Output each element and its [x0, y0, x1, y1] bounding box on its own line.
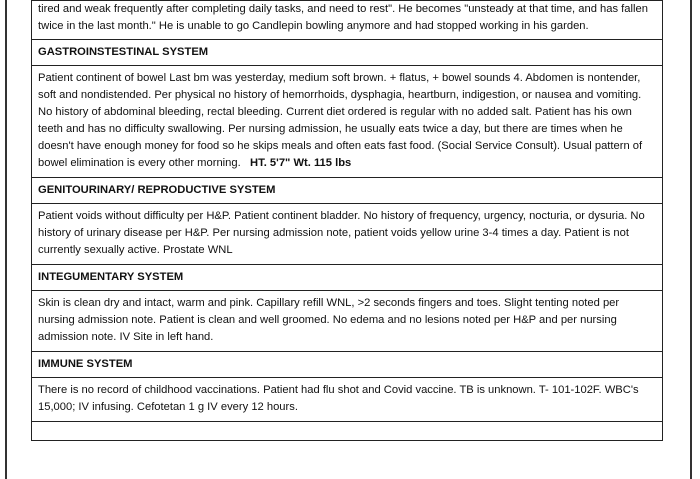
- genitourinary-body-row: [32, 204, 663, 265]
- genitourinary-body: Patient voids without difficulty per H&P. Patient continent bladder. No history of frequency, urgency, nocturia, or dysuria. No history of urinary disease per H&P. Per nursing admission note, patient voids yellow urine 3-4 times a day. Patient is not currently sexually active. Prostate WNL: [32, 204, 663, 265]
- gastrointestinal-body-row: [32, 66, 663, 178]
- integumentary-heading-row: [32, 265, 663, 291]
- left-page-border: [5, 0, 7, 479]
- immune-body-row: [32, 378, 663, 422]
- genitourinary-heading-row: [32, 178, 663, 204]
- gastrointestinal-heading: GASTROINSTESTINAL SYSTEM: [32, 40, 663, 66]
- integumentary-body: Skin is clean dry and intact, warm and pink. Capillary refill WNL, >2 seconds fingers and toes. Slight tenting noted per nursing admission note. Patient is clean and well groomed. No edema and no lesions noted per H&P and per nursing admission note. IV Site in left hand.: [32, 291, 663, 352]
- immune-body: There is no record of childhood vaccinations. Patient had flu shot and Covid vaccine. TB is unknown. T- 101-102F. WBC's 15,000; IV infusing. Cefotetan 1 g IV every 12 hours.: [32, 378, 663, 422]
- assessment-table: [31, 0, 663, 441]
- integumentary-heading: INTEGUMENTARY SYSTEM: [32, 265, 663, 291]
- gastrointestinal-text: Patient continent of bowel Last bm was yesterday, medium soft brown. + flatus, + bowel sounds 4. Abdomen is nontender, soft and nondistended. Per physical no history of hemorrhoids, dysphagia, heartburn, indigestion, or nausea and vomiting. No history of abdominal bleeding, rectal bleeding. Current diet ordered is regular with no added salt. Patient has his own teeth and has no difficulty swallowing. Per nursing admission, he usually eats twice a day, but there are times when he doesn't have enough money for food so he skips meals and often eats fast food. (Social Service Consult). Usual pattern of bowel elimination is every other morning.: [38, 72, 643, 169]
- immune-heading: IMMUNE SYSTEM: [32, 352, 663, 378]
- intro-text: tired and weak frequently after completing daily tasks, and need to rest". He becomes "unsteady at that time, and has fallen twice in the last month." He is unable to go Candlepin bowling anymore and had stopped working in his garden.: [32, 1, 663, 40]
- gastrointestinal-heading-row: [32, 40, 663, 66]
- gastrointestinal-body: [32, 66, 663, 178]
- intro-row: [32, 1, 663, 40]
- trailing-empty-cell: [32, 422, 663, 441]
- integumentary-body-row: [32, 291, 663, 352]
- trailing-empty-row: [32, 422, 663, 441]
- immune-heading-row: [32, 352, 663, 378]
- genitourinary-heading: GENITOURINARY/ REPRODUCTIVE SYSTEM: [32, 178, 663, 204]
- right-page-border: [690, 0, 692, 479]
- height-weight: HT. 5'7" Wt. 115 lbs: [250, 157, 352, 169]
